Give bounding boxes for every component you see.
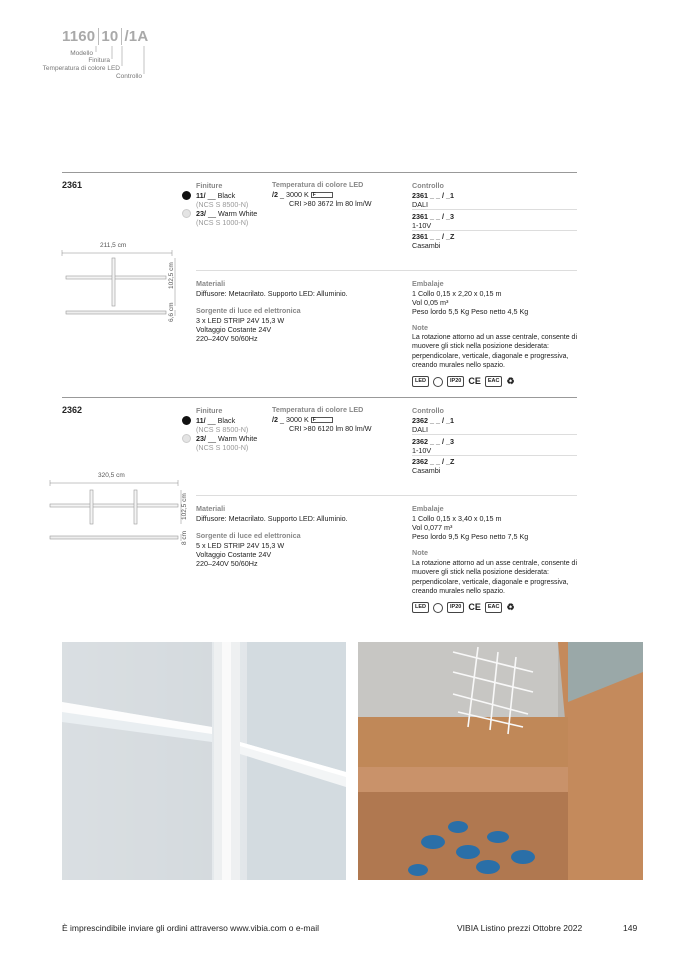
led-badge: LED: [412, 376, 429, 387]
footer-catalog-title: VIBIA Listino prezzi Ottobre 2022: [457, 923, 583, 933]
legend-label-finitura: Finitura: [88, 57, 110, 64]
led-badge: LED: [412, 602, 429, 613]
swatch-black: [182, 416, 191, 425]
product-drawing-2361: [60, 250, 185, 325]
finiture-title: Finiture: [196, 181, 223, 190]
control-name-2: 1-10V: [412, 446, 432, 455]
sorgente-line-1: 5 x LED STRIP 24V 15,3 W: [196, 541, 285, 550]
control-code-3: 2361 _ _ / _Z: [412, 232, 455, 241]
certifications: [412, 602, 515, 613]
finish-black: 11/ __ Black: [196, 416, 236, 425]
page-number: 149: [623, 923, 638, 933]
temp-title: Temperatura di colore LED: [272, 405, 364, 414]
product-divider: [62, 397, 577, 398]
embalaje-line-2: Vol 0,077 m³: [412, 523, 453, 532]
sorgente-line-2: Voltaggio Costante 24V: [196, 550, 272, 559]
temp-title: Temperatura di colore LED: [272, 180, 364, 189]
sorgente-line-2: Voltaggio Costante 24V: [196, 325, 272, 334]
materiali-title: Materiali: [196, 279, 226, 288]
swatch-white: [182, 209, 191, 218]
dim-height: 102,5 cm: [181, 493, 188, 520]
materiali-text: Diffusore: Metacrilato. Supporto LED: Alluminio.: [196, 289, 348, 298]
recycle-icon: ♻: [506, 376, 515, 386]
finiture-title: Finiture: [196, 406, 223, 415]
control-code-2: 2361 _ _ / _3: [412, 212, 454, 221]
temp-value: /2 _ 3000 KF: [272, 415, 333, 424]
ce-mark: CE: [468, 376, 481, 386]
model-code-legend: [62, 28, 153, 45]
sorgente-title: Sorgente di luce ed elettronica: [196, 306, 301, 315]
control-code-2: 2362 _ _ / _3: [412, 437, 454, 446]
product-code: 2362: [62, 405, 83, 415]
sorgente-line-3: 220–240V 50/60Hz: [196, 559, 258, 568]
embalaje-line-1: 1 Collo 0,15 x 2,20 x 0,15 m: [412, 289, 502, 298]
dim-width: 320,5 cm: [98, 472, 125, 479]
control-name-1: DALI: [412, 200, 428, 209]
finish-black: 11/ __ Black: [196, 191, 236, 200]
control-name-3: Casambi: [412, 466, 441, 475]
product-divider: [62, 172, 577, 173]
note-title: Note: [412, 548, 428, 557]
installation-photo: [358, 642, 643, 880]
controllo-title: Controllo: [412, 406, 444, 415]
temp-spec: CRI >80 3672 lm 80 lm/W: [289, 199, 372, 208]
bulb-icon: [433, 377, 443, 387]
finish-white: 23/ __ Warm White: [196, 209, 258, 218]
energy-label-icon: [311, 192, 333, 198]
control-name-2: 1-10V: [412, 221, 432, 230]
dim-height: 102,5 cm: [168, 262, 175, 289]
embalaje-line-3: Peso lordo 9,5 Kg Peso netto 7,5 Kg: [412, 532, 529, 541]
legend-model: 1160: [62, 28, 99, 45]
swatch-white: [182, 434, 191, 443]
ip-badge: IP20: [447, 602, 464, 613]
product-detail-photo: [62, 642, 346, 880]
ce-mark: CE: [468, 602, 481, 612]
materiali-text: Diffusore: Metacrilato. Supporto LED: Alluminio.: [196, 514, 348, 523]
sorgente-line-3: 220–240V 50/60Hz: [196, 334, 258, 343]
sorgente-line-1: 3 x LED STRIP 24V 15,3 W: [196, 316, 285, 325]
product-code: 2361: [62, 180, 83, 190]
swatch-black: [182, 191, 191, 200]
legend-label-temperatura: Temperatura di colore LED: [42, 65, 120, 72]
legend-label-modello: Modello: [70, 50, 93, 57]
control-code-1: 2361 _ _ / _1: [412, 191, 454, 200]
finish-black-ncs: (NCS S 8500-N): [196, 425, 249, 434]
control-name-3: Casambi: [412, 241, 441, 250]
eac-badge: EAC: [485, 602, 503, 613]
controllo-title: Controllo: [412, 181, 444, 190]
legend-label-controllo: Controllo: [115, 73, 142, 80]
note-text: La rotazione attorno ad un asse centrale, consente di muovere gli stick nella posizione desiderata: perpendicolare, verticale, diagonale e progressiva, creando murales nello spazio.: [412, 560, 577, 596]
materiali-title: Materiali: [196, 504, 226, 513]
dim-width: 211,5 cm: [100, 242, 127, 249]
embalaje-line-1: 1 Collo 0,15 x 3,40 x 0,15 m: [412, 514, 502, 523]
sorgente-title: Sorgente di luce ed elettronica: [196, 531, 301, 540]
eac-badge: EAC: [485, 376, 503, 387]
ip-badge: IP20: [447, 376, 464, 387]
product-drawing-2362: [48, 480, 188, 550]
footer-order-note: È imprescindibile inviare gli ordini attraverso www.vibia.com o e-mail: [62, 923, 319, 933]
embalaje-line-3: Peso lordo 5,5 Kg Peso netto 4,5 Kg: [412, 307, 529, 316]
certifications: [412, 376, 515, 387]
note-title: Note: [412, 323, 428, 332]
temp-spec: CRI >80 6120 lm 80 lm/W: [289, 424, 372, 433]
dim-depth: 8 cm: [181, 530, 188, 545]
legend-control: /1A: [124, 28, 149, 45]
finish-white-ncs: (NCS S 1000-N): [196, 443, 249, 452]
control-code-3: 2362 _ _ / _Z: [412, 457, 455, 466]
control-name-1: DALI: [412, 425, 428, 434]
bulb-icon: [433, 603, 443, 613]
embalaje-title: Embalaje: [412, 279, 444, 288]
dim-depth: 6,6 cm: [168, 302, 175, 322]
energy-label-icon: [311, 417, 333, 423]
note-text: La rotazione attorno ad un asse centrale, consente di muovere gli stick nella posizione desiderata: perpendicolare, verticale, diagonale e progressiva, creando murales nello spazio.: [412, 334, 577, 370]
control-code-1: 2362 _ _ / _1: [412, 416, 454, 425]
legend-finish: 10: [101, 28, 122, 45]
finish-black-ncs: (NCS S 8500-N): [196, 200, 249, 209]
recycle-icon: ♻: [506, 602, 515, 612]
temp-value: /2 _ 3000 KF: [272, 190, 333, 199]
embalaje-line-2: Vol 0,05 m³: [412, 298, 449, 307]
finish-white-ncs: (NCS S 1000-N): [196, 218, 249, 227]
embalaje-title: Embalaje: [412, 504, 444, 513]
finish-white: 23/ __ Warm White: [196, 434, 258, 443]
